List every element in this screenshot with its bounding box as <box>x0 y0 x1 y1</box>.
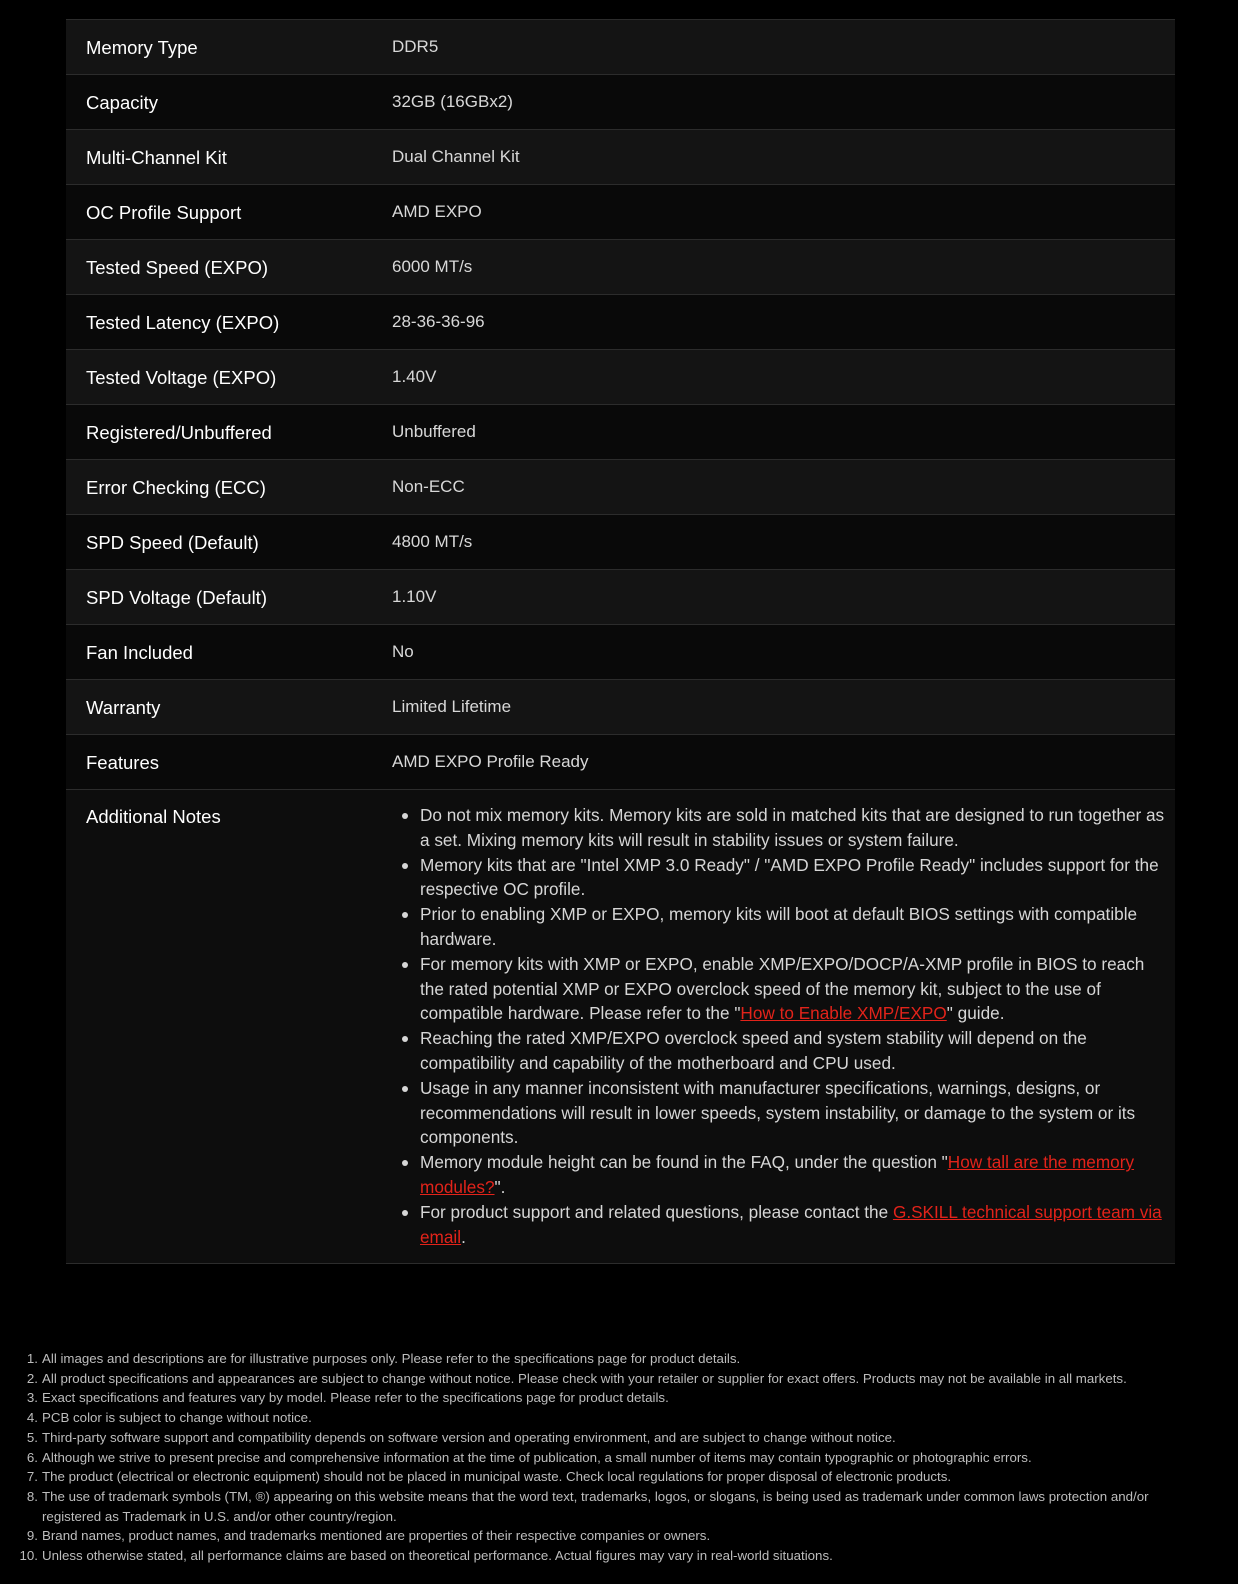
footnote-item <box>0 1349 1238 1369</box>
spec-row-capacity <box>66 75 1175 130</box>
note-item <box>420 1150 1175 1200</box>
spec-label: SPD Voltage (Default) <box>86 587 267 608</box>
spec-value: 28-36-36-96 <box>392 312 485 331</box>
note-text: Do not mix memory kits. Memory kits are sold in matched kits that are designed to run together as a set. Mixing memory kits will result in stability issues or system failure. <box>420 805 1165 850</box>
spec-label: SPD Speed (Default) <box>86 532 259 553</box>
spec-value: Unbuffered <box>392 422 476 441</box>
footnote-text: Brand names, product names, and trademarks mentioned are properties of their respective companies or owners. <box>42 1528 711 1544</box>
footnote-item <box>0 1448 1238 1468</box>
footnote-number: 8. <box>26 1488 38 1504</box>
footnote-item <box>0 1467 1238 1487</box>
note-item <box>420 853 1175 903</box>
spec-row-error-checking <box>66 460 1175 515</box>
note-text: Prior to enabling XMP or EXPO, memory kits will boot at default BIOS settings with compatible hardware. <box>420 904 1138 949</box>
spec-value: AMD EXPO Profile Ready <box>392 752 589 771</box>
spec-value: 4800 MT/s <box>392 532 473 551</box>
footnote-number: 10. <box>19 1548 38 1564</box>
spec-row-additional-notes <box>66 790 1175 1264</box>
note-text-after: " guide. <box>946 1003 1005 1024</box>
how-to-enable-xmp-expo-link[interactable]: How to Enable XMP/EXPO <box>740 1003 947 1024</box>
note-item <box>420 1076 1175 1150</box>
footnote-text: All product specifications and appearances are subject to change without notice. Please check with your retailer or supplier for exact offers. Products may not be available in all markets. <box>42 1370 1127 1386</box>
spec-value: Dual Channel Kit <box>392 147 520 166</box>
note-text: For product support and related questions, please contact the <box>420 1201 893 1222</box>
note-text: Memory kits that are "Intel XMP 3.0 Ready" / "AMD EXPO Profile Ready" includes support for the respective OC profile. <box>420 854 1159 900</box>
spec-table <box>66 19 1175 1264</box>
note-item <box>420 902 1175 952</box>
spec-label: OC Profile Support <box>86 202 242 223</box>
footnote-number: 5. <box>26 1429 38 1445</box>
spec-value: 6000 MT/s <box>392 257 473 276</box>
footnote-item <box>0 1408 1238 1428</box>
note-item <box>420 803 1175 853</box>
spec-label: Tested Latency (EXPO) <box>86 312 280 333</box>
footnote-number: 7. <box>26 1469 38 1485</box>
footnote-number: 2. <box>26 1370 38 1386</box>
spec-value: 1.10V <box>392 587 437 606</box>
spec-row-spd-speed <box>66 515 1175 570</box>
spec-row-memory-type <box>66 20 1175 75</box>
support-email-link[interactable]: G.SKILL technical support team via email <box>420 1201 1162 1247</box>
memory-height-faq-link[interactable]: How tall are the memory modules? <box>420 1152 1135 1197</box>
footnote-item <box>0 1428 1238 1448</box>
footnote-number: 1. <box>26 1351 38 1366</box>
footnote-text: Although we strive to present precise and comprehensive information at the time of publication, a small number of items may contain typographic or photographic errors. <box>42 1449 1032 1465</box>
spec-label: Tested Voltage (EXPO) <box>86 367 277 388</box>
spec-row-warranty <box>66 680 1175 735</box>
spec-label: Fan Included <box>86 642 193 663</box>
footnote-text: Third-party software support and compatibility depends on software version and operating environment, and are subject to change without notice. <box>42 1429 896 1445</box>
spec-label: Registered/Unbuffered <box>86 422 272 443</box>
spec-value: Non-ECC <box>392 477 465 496</box>
note-item <box>420 952 1175 1026</box>
note-text: Reaching the rated XMP/EXPO overclock speed and system stability will depend on the compatibility and capability of the motherboard and CPU used. <box>420 1028 1087 1073</box>
spec-row-fan-included <box>66 625 1175 680</box>
footnotes-list <box>0 1349 1238 1566</box>
spec-value: 32GB (16GBx2) <box>392 92 513 111</box>
spec-label: Features <box>86 752 160 773</box>
spec-label: Additional Notes <box>86 806 221 827</box>
footnote-number: 9. <box>26 1528 38 1544</box>
footnote-text: The product (electrical or electronic equipment) should not be placed in municipal waste. Check local regulations for proper disposal of electronic products. <box>42 1469 952 1485</box>
footnote-item <box>0 1487 1238 1526</box>
spec-row-tested-voltage <box>66 350 1175 405</box>
footnote-number: 6. <box>26 1449 38 1465</box>
footnote-item <box>0 1526 1238 1546</box>
spec-row-features <box>66 735 1175 790</box>
note-text: Usage in any manner inconsistent with manufacturer specifications, warnings, designs, or recommendations will result in lower speeds, system instability, or damage to the system or its components. <box>420 1077 1136 1148</box>
spec-label: Tested Speed (EXPO) <box>86 257 269 278</box>
spec-row-tested-speed <box>66 240 1175 295</box>
footnote-text: All images and descriptions are for illustrative purposes only. Please refer to the specifications page for product details. <box>42 1351 741 1366</box>
spec-row-tested-latency <box>66 295 1175 350</box>
footnote-text: The use of trademark symbols (TM, ®) appearing on this website means that the word text, trademarks, logos, or slogans, is being used as trademark under common laws protection and/or registered as Trademark in U.S. and/or other country/region. <box>42 1488 1149 1524</box>
spec-label: Capacity <box>86 92 158 113</box>
spec-value: DDR5 <box>392 37 439 56</box>
spec-label: Error Checking (ECC) <box>86 477 266 498</box>
spec-value: 1.40V <box>392 367 437 386</box>
spec-row-registered-unbuffered <box>66 405 1175 460</box>
footnote-text: Unless otherwise stated, all performance claims are based on theoretical performance. Actual figures may vary in real-world situations. <box>42 1548 833 1564</box>
note-text-after: . <box>461 1226 466 1247</box>
footnote-text: Exact specifications and features vary by model. Please refer to the specifications page for product details. <box>42 1390 669 1406</box>
note-item <box>420 1026 1175 1076</box>
spec-row-spd-voltage <box>66 570 1175 625</box>
spec-label: Memory Type <box>86 37 198 58</box>
footnote-number: 3. <box>26 1390 38 1406</box>
footnote-item <box>0 1388 1238 1408</box>
spec-label: Multi-Channel Kit <box>86 147 227 168</box>
note-text-after: ". <box>494 1176 506 1197</box>
note-text: Memory module height can be found in the FAQ, under the question " <box>420 1152 948 1173</box>
spec-row-multi-channel-kit <box>66 130 1175 185</box>
spec-label: Warranty <box>86 697 161 718</box>
spec-value: Limited Lifetime <box>392 697 512 716</box>
footnote-text: PCB color is subject to change without notice. <box>42 1410 312 1426</box>
spec-value: AMD EXPO <box>392 202 482 221</box>
footnote-item <box>0 1369 1238 1389</box>
spec-row-oc-profile-support <box>66 185 1175 240</box>
note-text: For memory kits with XMP or EXPO, enable XMP/EXPO/DOCP/A-XMP profile in BIOS to reach the rated potential XMP or EXPO overclock speed of the memory kit, subject to the use of compatible hardware. Please refer to the " <box>420 953 1145 1024</box>
footnote-number: 4. <box>26 1410 38 1426</box>
notes-list <box>392 790 1175 1263</box>
footnote-item <box>0 1546 1238 1566</box>
note-item <box>420 1200 1175 1250</box>
spec-value: No <box>392 642 414 661</box>
